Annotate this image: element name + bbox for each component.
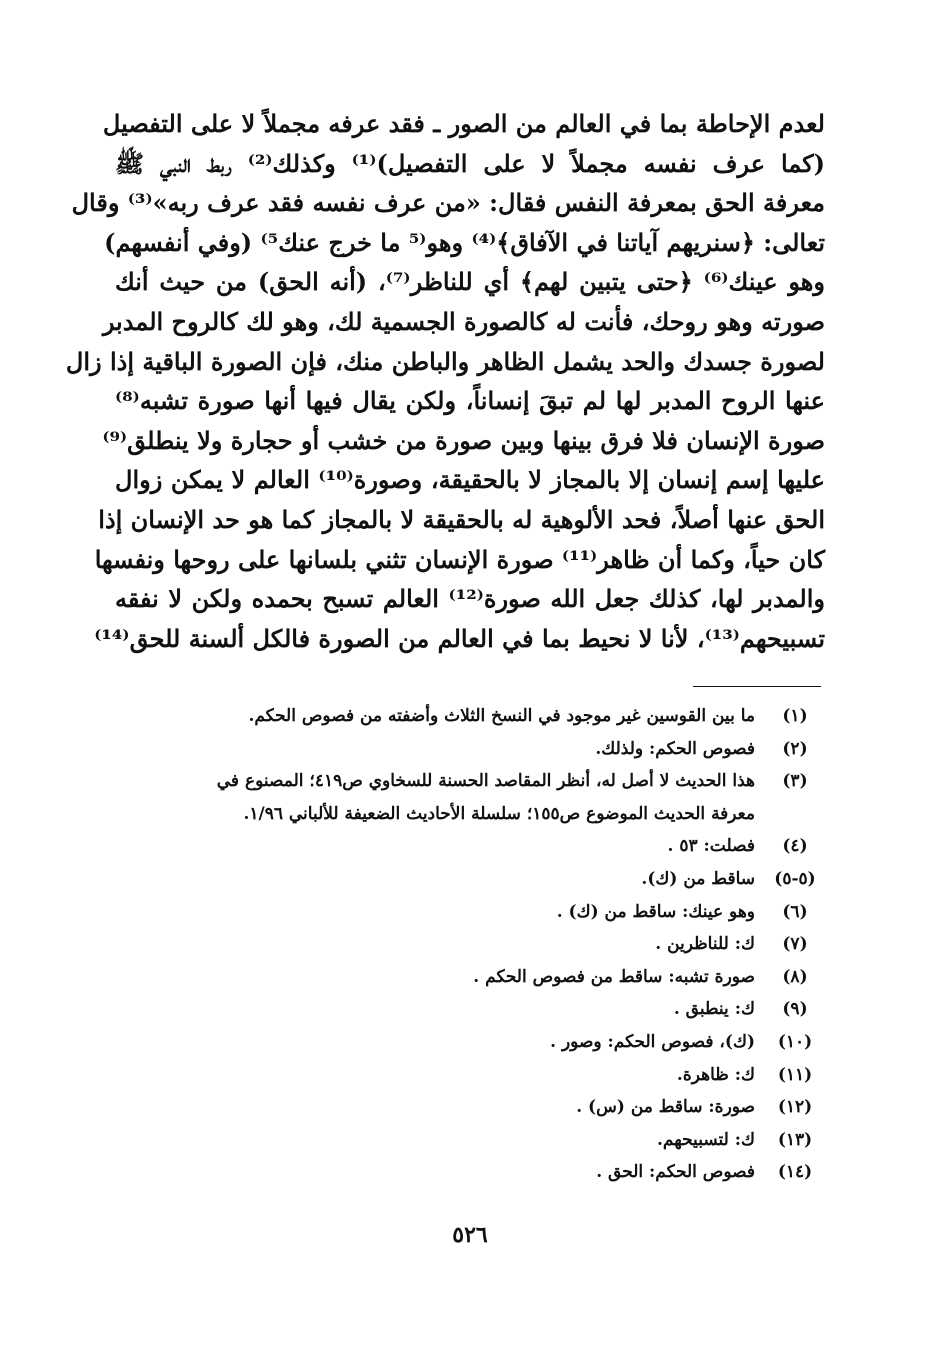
page-number: ٥٢٦ — [452, 1222, 488, 1248]
footnote-text — [115, 961, 765, 994]
footnote — [115, 830, 825, 863]
text-line: عليها إسم إنسان إلا بالمجاز لا بالحقيقة، وصورة⁽¹⁰⁾ العالم لا يمكن زوال — [115, 465, 826, 495]
footnote-number: (٩) — [782, 999, 808, 1020]
footnote-text — [115, 1156, 765, 1189]
text-line: (كما عرف نفسه مجملاً لا على التفصيل)⁽¹⁾ وكذلك⁽²⁾ ربط النبي ﷺ — [115, 148, 826, 178]
footnote-text — [115, 830, 765, 863]
footnote — [115, 928, 825, 961]
footnote — [115, 1026, 825, 1059]
footnote — [115, 1124, 825, 1157]
text-line: صورة الإنسان فلا فرق بينها وبين صورة من خشب أو حجارة ولا ينطلق⁽⁹⁾ — [102, 425, 825, 455]
text-line: تسبيحهم⁽¹³⁾، لأنا لا نحيط بما في العالم من الصورة فالكل ألسنة للحق⁽¹⁴⁾ — [94, 623, 825, 653]
footnotes — [115, 700, 825, 1189]
footnote-line: ك: لتسبيحهم. — [657, 1129, 755, 1150]
footnote-number: (٤) — [782, 836, 808, 857]
text-line: صورته وهو روحك، فأنت له كالصورة الجسمية لك، وهو لك كالروح المدبر — [102, 306, 825, 336]
footnote-line: صورة: ساقط من (س) . — [576, 1097, 755, 1118]
footnote-text — [115, 765, 765, 830]
footnote-number: (١) — [782, 706, 808, 726]
footnote-number: (٢) — [782, 738, 808, 759]
text-line: عنها الروح المدبر لها لم تبقَ إنساناً، ولكن يقال فيها أنها صورة تشبه⁽⁸⁾ — [115, 386, 825, 416]
footnote-number: (٥-٥) — [774, 868, 816, 889]
footnote — [115, 961, 825, 994]
footnote — [115, 863, 825, 896]
footnote-line: ما بين القوسين غير موجود في النسخ الثلاث وأضفته من فصوص الحكم. — [248, 706, 755, 726]
footnote-line: ساقط من (ك). — [641, 868, 755, 889]
footnote — [115, 993, 825, 1026]
footnote-text — [115, 896, 765, 929]
footnote-text — [115, 1026, 765, 1059]
footnote-line: ك: للناظرين . — [655, 934, 755, 955]
footnote-line: فصلت: ٥٣ . — [667, 836, 755, 857]
footnote-line: هذا الحديث لا أصل له، أنظر المقاصد الحسنة للسخاوي ص٤١٩؛ المصنوع في — [216, 771, 755, 792]
footnote — [115, 1091, 825, 1124]
footnote-line: صورة تشبه: ساقط من فصوص الحكم . — [473, 966, 755, 987]
footnote-text — [115, 863, 765, 896]
footnote-line: وهو عينك: ساقط من (ك) . — [556, 901, 755, 922]
text-line: لعدم الإحاطة بما في العالم من الصور ـ فقد عرفه مجملاً لا على التفصيل — [102, 109, 825, 138]
footnote-line: معرفة الحديث الموضوع ص١٥٥؛ سلسلة الأحاديث الضعيفة للألباني ١/٩٦. — [243, 803, 755, 824]
footnote — [115, 1059, 825, 1092]
footnote-number: (١١) — [777, 1064, 813, 1085]
footnote-line: (ك)، فصوص الحكم: وصور . — [550, 1031, 755, 1052]
footnote-line: فصوص الحكم: الحق . — [596, 1162, 755, 1183]
footnote — [115, 1156, 825, 1189]
footnote-separator — [693, 686, 821, 687]
text-line: الحق عنها أصلاً، فحد الألوهية له بالحقيقة لا بالمجاز كما هو حد الإنسان إذا — [98, 504, 825, 534]
footnote-text — [115, 700, 765, 733]
footnote-text — [115, 733, 765, 766]
footnote-line: فصوص الحكم: ولذلك. — [595, 738, 755, 759]
footnote-text — [115, 1091, 765, 1124]
footnote-number: (٨) — [782, 966, 808, 987]
footnote-number: (١٤) — [777, 1162, 813, 1183]
footnote-line: ك: ظاهرة. — [676, 1064, 755, 1085]
footnote-text — [115, 993, 765, 1026]
footnote-number: (١٠) — [777, 1031, 813, 1052]
text-line: تعالى: ﴿سنريهم آياتنا في الآفاق﴾⁽⁴⁾ وهو⁽⁵ ما خرج عنك⁵⁾ (وفي أنفسهم) — [104, 227, 825, 257]
footnote-number: (٣) — [782, 771, 808, 792]
text-line: معرفة الحق بمعرفة النفس فقال: «من عرف نفسه فقد عرف ربه»⁽³⁾ وقال — [71, 188, 825, 218]
text-line: وهو عينك⁽⁶⁾ ﴿حتى يتبين لهم﴾ أي للناظر⁽⁷⁾، (أنه الحق) من حيث أنك — [115, 267, 826, 297]
footnote-text — [115, 928, 765, 961]
footnote-text — [115, 1124, 765, 1157]
footnote — [115, 896, 825, 929]
footnote-number: (٧) — [782, 934, 808, 955]
footnote — [115, 733, 825, 766]
main-text — [65, 104, 826, 658]
footnote-number: (٦) — [782, 901, 808, 922]
footnote-number: (١٣) — [777, 1129, 813, 1150]
footnote-text — [115, 1059, 765, 1092]
footnote — [115, 700, 825, 733]
text-line: والمدبر لها، كذلك جعل الله صورة⁽¹²⁾ العالم تسبح بحمده ولكن لا نفقه — [115, 584, 826, 614]
footnote — [115, 765, 825, 830]
footnote-number: (١٢) — [777, 1097, 813, 1118]
text-line: لصورة جسدك والحد يشمل الظاهر والباطن منك، فإن الصورة الباقية إذا زال — [65, 346, 825, 376]
text-line: كان حياً، وكما أن ظاهر⁽¹¹⁾ صورة الإنسان تثني بلسانها على روحها ونفسها — [94, 544, 825, 574]
footnote-line: ك: ينطبق . — [673, 999, 755, 1020]
